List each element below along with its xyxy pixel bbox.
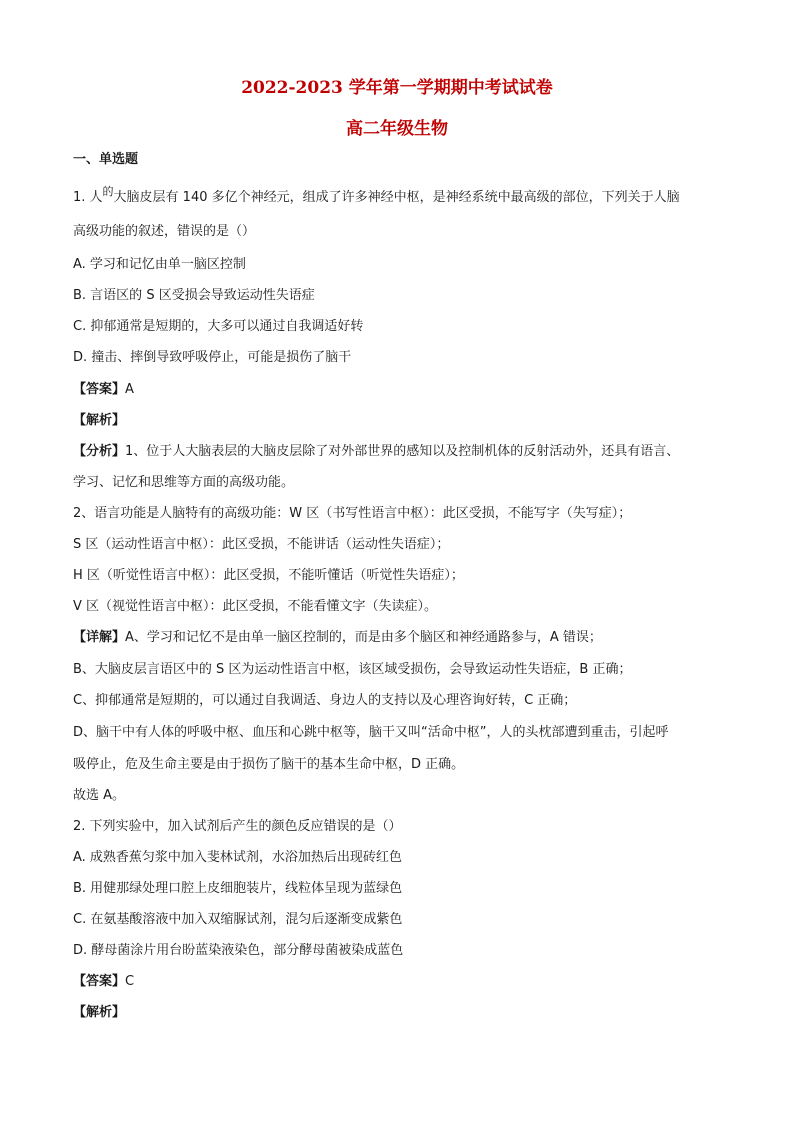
xiangjie-text: A、学习和记忆不是由单一脑区控制的，而是由多个脑区和神经通路参与，A 错误； <box>125 630 602 645</box>
fenxi-line-2: 学习、记忆和思维等方面的高级功能。 <box>73 475 295 490</box>
answer-line <box>73 973 134 991</box>
option-d: D. 撞击、摔倒导致呼吸停止，可能是损伤了脑干 <box>73 350 352 365</box>
fenxi-line-4: S 区（运动性语言中枢）：此区受损，不能讲话（运动性失语症）； <box>73 537 450 552</box>
stem-part: 大脑皮层有 140 多亿个神经元，组成了许多神经中枢，是神经系统中最高级的部位，下列关于人脑 <box>113 190 680 205</box>
stem-raised-char: 的 <box>102 185 114 198</box>
fenxi-line-5: H 区（听觉性语言中枢）：此区受损，不能听懂话（听觉性失语症）； <box>73 568 464 583</box>
answer-value: C <box>125 974 135 989</box>
xiangjie-line-1 <box>73 629 602 647</box>
question-2-stem: 2. 下列实验中，加入试剂后产生的颜色反应错误的是（） <box>73 819 402 834</box>
fenxi-tag: 【分析】 <box>73 444 126 459</box>
answer-tag: 【答案】 <box>73 974 126 989</box>
option-d: D. 酵母菌涂片用台盼蓝染液染色，部分酵母菌被染成蓝色 <box>73 943 404 958</box>
exam-title: 2022-2023 学年第一学期期中考试试卷 <box>241 78 553 98</box>
answer-line <box>73 381 134 399</box>
fenxi-text: 1、位于人大脑表层的大脑皮层除了对外部世界的感知以及控制机体的反射活动外，还具有语言、 <box>125 444 680 459</box>
analysis-tag: 【解析】 <box>73 1005 126 1020</box>
fenxi-line-3: 2、语言功能是人脑特有的高级功能：W 区（书写性语言中枢）：此区受损，不能写字（失写症）； <box>73 506 632 521</box>
question-1-stem-line-2: 高级功能的叙述，错误的是（） <box>73 224 256 239</box>
section-title: 一、单选题 <box>73 152 139 167</box>
xiangjie-line-2: B、大脑皮层言语区中的 S 区为运动性语言中枢，该区域受损伤，会导致运动性失语症，B 正确； <box>73 662 632 677</box>
exam-subtitle: 高二年级生物 <box>346 119 448 139</box>
xiangjie-line-3: C、抑郁通常是短期的，可以通过自我调适、身边人的支持以及心理咨询好转，C 正确； <box>73 693 577 708</box>
fenxi-line-1 <box>73 443 679 461</box>
xiangjie-line-4: D、脑干中有人体的呼吸中枢、血压和心跳中枢等，脑干又叫“活命中枢”，人的头枕部遭到重击，引起呼 <box>73 725 669 740</box>
xiangjie-line-6: 故选 A。 <box>73 788 126 803</box>
analysis-tag: 【解析】 <box>73 413 126 428</box>
answer-tag: 【答案】 <box>73 382 126 397</box>
option-c: C. 在氨基酸溶液中加入双缩脲试剂，混匀后逐渐变成紫色 <box>73 912 403 927</box>
answer-value: A <box>125 382 134 397</box>
fenxi-line-6: V 区（视觉性语言中枢）：此区受损，不能看懂文字（失读症）。 <box>73 599 438 614</box>
xiangjie-tag: 【详解】 <box>73 630 126 645</box>
option-b: B. 言语区的 S 区受损会导致运动性失语症 <box>73 288 315 303</box>
stem-part: 1. 人 <box>73 190 103 205</box>
option-c: C. 抑郁通常是短期的，大多可以通过自我调适好转 <box>73 319 364 334</box>
xiangjie-line-5: 吸停止，危及生命主要是由于损伤了脑干的基本生命中枢，D 正确。 <box>73 757 465 772</box>
option-a: A. 学习和记忆由单一脑区控制 <box>73 257 246 272</box>
option-b: B. 用健那绿处理口腔上皮细胞装片，线粒体呈现为蓝绿色 <box>73 881 403 896</box>
question-1-stem-line-1 <box>73 185 680 207</box>
option-a: A. 成熟香蕉匀浆中加入斐林试剂，水浴加热后出现砖红色 <box>73 850 402 865</box>
